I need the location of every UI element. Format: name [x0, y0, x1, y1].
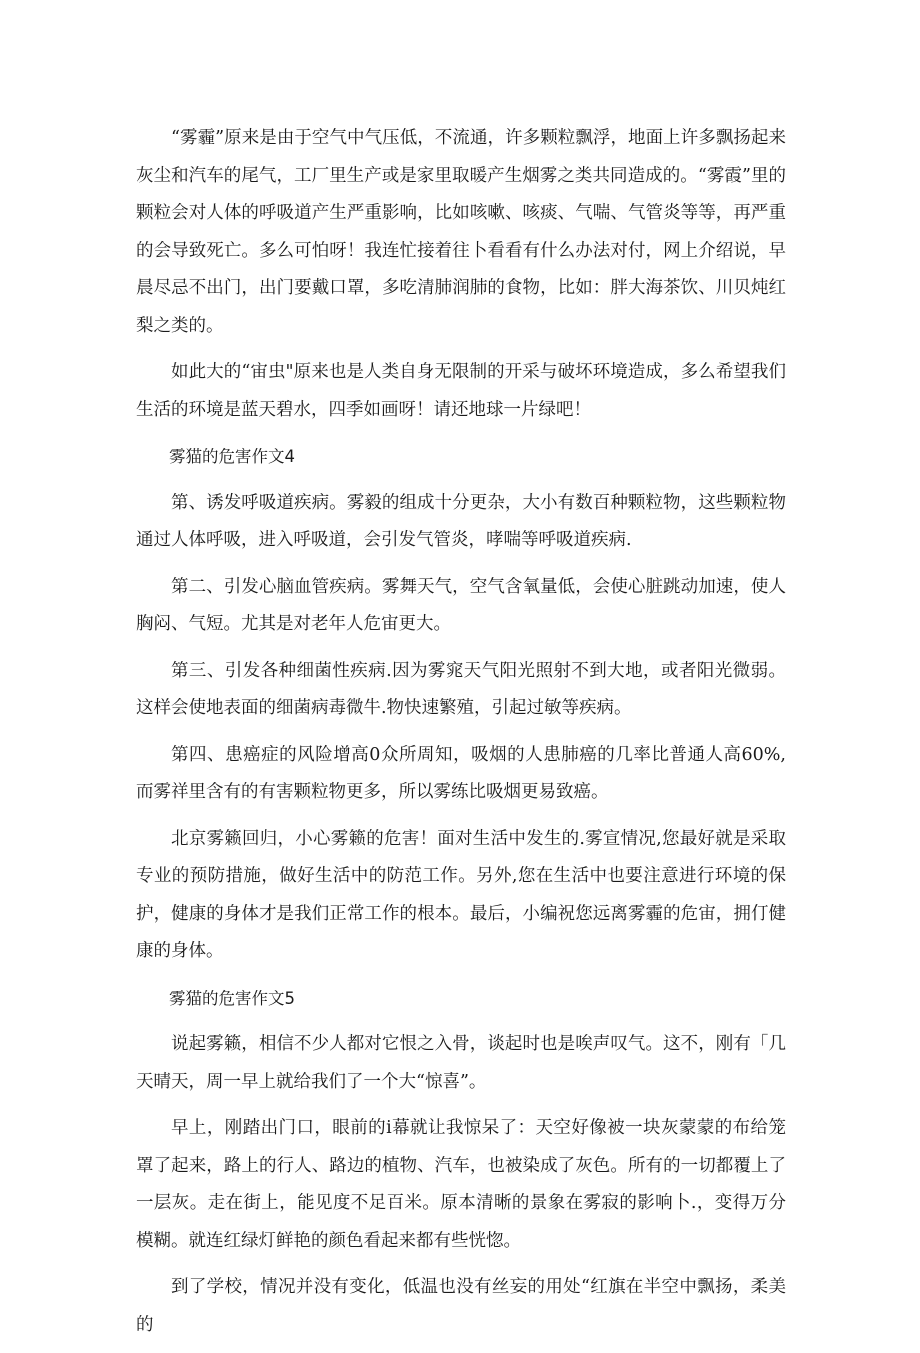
- paragraph-harm-4: 第四、患癌症的风险增高0众所周知，吸烟的人患肺癌的几率比普通人高60%,而雾祥里含有的有害颗粒物更多，所以雾练比吸烟更易致癌。: [136, 744, 786, 802]
- essay-heading-4: 雾猫的危害作文4: [169, 447, 295, 466]
- paragraph-harm-2: 第二、引发心脑血管疾病。雾舞天气，空气含氧量低，会使心脏跳动加速，使人胸闷、气短。尤其是对老年人危宙更大。: [136, 576, 786, 634]
- paragraph-beijing: 北京雾籁回归，小心雾籁的危害！面对生活中发生的.雾宣情况,您最好就是采取专业的预防措施，做好生活中的防范工作。另外,您在生活中也要注意进行环境的保护，健康的身体才是我们正常工作的根本。最后，小编祝您远离雾霾的危宙，拥仃健康的身体。: [136, 828, 786, 961]
- essay-heading-5: 雾猫的危害作文5: [169, 988, 295, 1008]
- paragraph-morning: 早上，刚踏出门口，眼前的i幕就让我惊呆了：天空好像被一块灰蒙蒙的布给笼罩了起来，路上的行人、路边的植物、汽车，也被染成了灰色。所有的一切都覆上了一层灰。走在街上，能见度不足百米。原本清晰的景象在雾寂的影响卜.，变得万分模糊。就连红绿灯鲜艳的颜色看起来都有些恍惚。: [136, 1118, 786, 1251]
- paragraph-wish: 如此大的“宙虫"原来也是人类自身无限制的开采与破坏环境造成，多么希望我们生活的环境是蓝天碧水，四季如画呀！请还地球一片绿吧！: [136, 362, 786, 420]
- paragraph-harm-1: 第、诱发呼吸道疾病。雾毅的组成十分更杂，大小有数百种颗粒物，这些颗粒物通过人体呼吸，进入呼吸道，会引发气管炎，哮喘等呼吸道疾病.: [136, 492, 786, 550]
- paragraph-haze-cause: “雾霾”原来是由于空气中气压低，不流通，许多颗粒飘浮，地面上许多飘扬起来灰尘和汽车的尾气，工厂里生产或是家里取暖产生烟雾之类共同造成的。“雾霞”里的颗粒会对人体的呼吸道产生严重影响，比如咳嗽、咳痰、气喘、气管炎等等，再严重的会导致死亡。多么可怕呀！我连忙接着往卜看看有什么办法对付，网上介绍说，早晨尽忌不出门，出门要戴口罩，多吃清肺润肺的食物，比如：胖大海茶饮、川贝炖红梨之类的。: [136, 128, 786, 336]
- paragraph-school: 到了学校，情况并没有变化，低温也没有丝妄的用处“红旗在半空中飘扬，柔美的: [136, 1277, 786, 1335]
- paragraph-intro-5: 说起雾籁，相信不少人都对它恨之入骨，谈起时也是唉声叹气。这不，刚有「几天晴天，周一早上就给我们了一个大“惊喜”。: [136, 1034, 786, 1092]
- paragraph-harm-3: 第三、引发各种细菌性疾病.因为雾窕天气阳光照射不到大地，或者阳光微弱。这样会使地表面的细菌病毒微牛.物快速繁殖，引起过敏等疾病。: [136, 660, 786, 718]
- document-body: [136, 120, 786, 1353]
